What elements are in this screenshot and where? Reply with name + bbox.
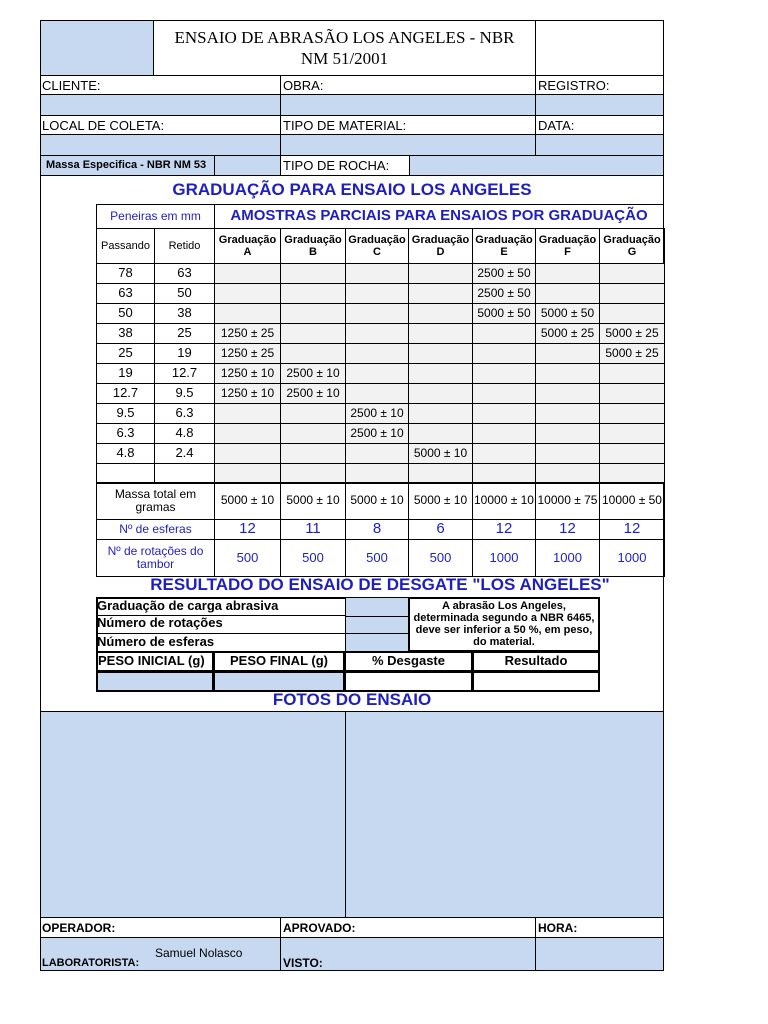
- grad-cell[interactable]: [535, 403, 600, 424]
- grad-cell[interactable]: [280, 263, 346, 284]
- rotacoes-field[interactable]: [345, 616, 409, 634]
- tipo-rocha-field[interactable]: [409, 155, 664, 176]
- grad-cell[interactable]: [280, 403, 346, 424]
- grad-cell[interactable]: [280, 463, 346, 484]
- data-field[interactable]: [535, 134, 664, 156]
- grad-cell[interactable]: [408, 323, 473, 344]
- grad-cell[interactable]: [345, 283, 409, 304]
- grad-cell[interactable]: [345, 323, 409, 344]
- esferas-field[interactable]: [345, 633, 409, 652]
- cliente-label: CLIENTE:: [42, 78, 101, 93]
- grad-cell[interactable]: [214, 403, 281, 424]
- grad-cell[interactable]: [599, 303, 665, 324]
- grad-cell[interactable]: [472, 463, 536, 484]
- massa-total-value: 10000 ± 75: [535, 482, 600, 520]
- graduacao-col-header: Graduação B: [280, 228, 346, 264]
- grad-cell[interactable]: 2500 ± 10: [345, 423, 409, 444]
- desgaste-field[interactable]: [344, 671, 473, 692]
- retido-header: Retido: [154, 228, 215, 264]
- logo-area: [40, 20, 154, 76]
- grad-cell[interactable]: 5000 ± 50: [472, 303, 536, 324]
- massa-total-value: 5000 ± 10: [408, 482, 473, 520]
- grad-cell[interactable]: [408, 303, 473, 324]
- sieve-passando: 25: [96, 343, 155, 364]
- grad-cell[interactable]: 2500 ± 50: [472, 283, 536, 304]
- sieve-retido: 12.7: [154, 363, 215, 384]
- sieve-retido: 63: [154, 263, 215, 284]
- rotacoes-row-label: Nº de rotações do tambor: [96, 539, 215, 577]
- grad-cell[interactable]: [599, 363, 665, 384]
- grad-cell[interactable]: 1250 ± 25: [214, 343, 281, 364]
- sieve-retido: 9.5: [154, 383, 215, 404]
- grad-cell[interactable]: [472, 423, 536, 444]
- peneiras-header: Peneiras em mm: [96, 204, 215, 229]
- sieve-passando: 4.8: [96, 443, 155, 464]
- grad-cell[interactable]: [280, 343, 346, 364]
- esferas-value: 12: [214, 519, 281, 540]
- hora-label: HORA:: [538, 921, 578, 935]
- grad-cell[interactable]: [345, 363, 409, 384]
- massa-total-value: 5000 ± 10: [345, 482, 409, 520]
- graduacao-col-header: Graduação G: [599, 228, 665, 264]
- rotacoes-value: 1000: [535, 539, 600, 577]
- sieve-retido: 6.3: [154, 403, 215, 424]
- sieve-retido: [154, 463, 215, 484]
- sieve-retido: 2.4: [154, 443, 215, 464]
- grad-cell[interactable]: [535, 343, 600, 364]
- grad-cell[interactable]: [408, 403, 473, 424]
- fotos-title: FOTOS DO ENSAIO: [272, 690, 432, 709]
- massa-total-value: 10000 ± 50: [599, 482, 665, 520]
- hora-field[interactable]: [535, 937, 664, 971]
- visto-label: VISTO:: [283, 956, 323, 970]
- cliente-field[interactable]: [40, 94, 281, 116]
- rotacoes-value: 500: [345, 539, 409, 577]
- grad-cell[interactable]: [280, 323, 346, 344]
- grad-cell[interactable]: [280, 283, 346, 304]
- desgaste-header: % Desgaste: [344, 651, 473, 672]
- grad-cell[interactable]: 2500 ± 10: [345, 403, 409, 424]
- sieve-retido: 25: [154, 323, 215, 344]
- sieve-retido: 19: [154, 343, 215, 364]
- sieve-passando: 9.5: [96, 403, 155, 424]
- sieve-passando: 19: [96, 363, 155, 384]
- esferas-value: 6: [408, 519, 473, 540]
- obra-label: OBRA:: [283, 78, 324, 93]
- grad-cell[interactable]: [280, 423, 346, 444]
- grad-cell[interactable]: [214, 283, 281, 304]
- graduacao-title: GRADUAÇÃO PARA ENSAIO LOS ANGELES: [172, 180, 532, 199]
- row-line: [96, 633, 346, 634]
- grad-cell[interactable]: [535, 383, 600, 404]
- graduacao-col-header: Graduação F: [535, 228, 600, 264]
- sieve-passando: 78: [96, 263, 155, 284]
- grad-cell[interactable]: [214, 423, 281, 444]
- rotacoes-value: 500: [280, 539, 346, 577]
- grad-cell[interactable]: [472, 363, 536, 384]
- grad-cell[interactable]: [599, 263, 665, 284]
- grad-cell[interactable]: [535, 423, 600, 444]
- graduacao-col-header: Graduação D: [408, 228, 473, 264]
- peso-final-field[interactable]: [213, 671, 345, 692]
- grad-cell[interactable]: 5000 ± 25: [599, 323, 665, 344]
- carga-label: Graduação de carga abrasiva: [97, 598, 279, 613]
- grad-cell[interactable]: [214, 303, 281, 324]
- sieve-retido: 4.8: [154, 423, 215, 444]
- grad-cell[interactable]: [345, 303, 409, 324]
- sieve-passando: 12.7: [96, 383, 155, 404]
- grad-cell[interactable]: 1250 ± 10: [214, 363, 281, 384]
- grad-cell[interactable]: [280, 443, 346, 464]
- header-right: [535, 20, 664, 76]
- esferas-value: 12: [599, 519, 665, 540]
- grad-cell[interactable]: [472, 383, 536, 404]
- grad-cell[interactable]: [408, 363, 473, 384]
- grad-cell[interactable]: [345, 443, 409, 464]
- operador-label: OPERADOR:: [42, 921, 116, 935]
- grad-cell[interactable]: [599, 443, 665, 464]
- page-title: ENSAIO DE ABRASÃO LOS ANGELES - NBR NM 51/2001: [153, 20, 536, 76]
- grad-cell[interactable]: 2500 ± 10: [280, 383, 346, 404]
- grad-cell[interactable]: [345, 343, 409, 364]
- esferas-value: 8: [345, 519, 409, 540]
- grad-cell[interactable]: [408, 383, 473, 404]
- grad-cell[interactable]: 1250 ± 10: [214, 383, 281, 404]
- passando-header: Passando: [96, 228, 155, 264]
- massa-total-label: Massa total em gramas: [96, 482, 215, 520]
- tipo-material-label: TIPO DE MATERIAL:: [283, 118, 407, 133]
- grad-cell[interactable]: [214, 443, 281, 464]
- peso-inicial-field[interactable]: [96, 671, 214, 692]
- grad-cell[interactable]: 5000 ± 25: [535, 323, 600, 344]
- photo-area-left[interactable]: [40, 711, 346, 918]
- row-line: [96, 615, 346, 616]
- grad-cell[interactable]: [408, 463, 473, 484]
- grad-cell[interactable]: [535, 283, 600, 304]
- massa-total-value: 10000 ± 10: [472, 482, 536, 520]
- carga-field[interactable]: [345, 597, 409, 617]
- aprovado-label: APROVADO:: [283, 921, 356, 935]
- grad-cell[interactable]: [599, 463, 665, 484]
- data-label: DATA:: [538, 118, 575, 133]
- esferas-value: 12: [472, 519, 536, 540]
- grad-cell[interactable]: [408, 283, 473, 304]
- grad-cell[interactable]: [472, 443, 536, 464]
- grad-cell[interactable]: [599, 383, 665, 404]
- rotacoes-value: 500: [408, 539, 473, 577]
- massa-field[interactable]: [214, 155, 281, 176]
- tipo-material-field[interactable]: [280, 134, 536, 156]
- grad-cell[interactable]: [535, 263, 600, 284]
- grad-cell[interactable]: [345, 463, 409, 484]
- grad-cell[interactable]: 1250 ± 25: [214, 323, 281, 344]
- grad-cell[interactable]: [599, 423, 665, 444]
- grad-cell[interactable]: 5000 ± 25: [599, 343, 665, 364]
- local-field[interactable]: [40, 134, 281, 156]
- esferas-value: 11: [280, 519, 346, 540]
- resultado-title: RESULTADO DO ENSAIO DE DESGATE "LOS ANGELES": [150, 575, 610, 594]
- grad-cell[interactable]: 2500 ± 50: [472, 263, 536, 284]
- sieve-passando: 6.3: [96, 423, 155, 444]
- grad-cell[interactable]: 2500 ± 10: [280, 363, 346, 384]
- grad-cell[interactable]: [472, 403, 536, 424]
- grad-cell[interactable]: [535, 443, 600, 464]
- grad-cell[interactable]: [408, 423, 473, 444]
- resultado-field[interactable]: [472, 671, 600, 692]
- grad-cell[interactable]: [472, 323, 536, 344]
- graduacao-col-header: Graduação E: [472, 228, 536, 264]
- rotacoes-value: 500: [214, 539, 281, 577]
- grad-cell[interactable]: [408, 263, 473, 284]
- laboratorista-label: LABORATORISTA:: [42, 957, 140, 969]
- amostras-header: AMOSTRAS PARCIAIS PARA ENSAIOS POR GRADUAÇÃO: [214, 204, 664, 229]
- resultado-header: Resultado: [472, 651, 600, 672]
- grad-cell[interactable]: [535, 363, 600, 384]
- photo-area-right[interactable]: [345, 711, 664, 918]
- grad-cell[interactable]: [214, 263, 281, 284]
- rotacoes-label: Número de rotações: [97, 615, 223, 630]
- sieve-passando: [96, 463, 155, 484]
- grad-cell[interactable]: [599, 283, 665, 304]
- rotacoes-value: 1000: [599, 539, 665, 577]
- grad-cell[interactable]: [599, 403, 665, 424]
- esferas-value: 12: [535, 519, 600, 540]
- grad-cell[interactable]: [345, 383, 409, 404]
- grad-cell[interactable]: 5000 ± 50: [535, 303, 600, 324]
- massa-total-value: 5000 ± 10: [280, 482, 346, 520]
- grad-cell[interactable]: [280, 303, 346, 324]
- sieve-retido: 50: [154, 283, 215, 304]
- sieve-passando: 63: [96, 283, 155, 304]
- tipo-rocha-label: TIPO DE ROCHA:: [283, 158, 390, 173]
- note-text: A abrasão Los Angeles, determinada segundo a NBR 6465, deve ser inferior a 50 %, em peso, do material.: [413, 600, 595, 648]
- sieve-retido: 38: [154, 303, 215, 324]
- obra-field[interactable]: [280, 94, 536, 116]
- graduacao-col-header: Graduação A: [214, 228, 281, 264]
- grad-cell[interactable]: [535, 463, 600, 484]
- grad-cell[interactable]: [345, 263, 409, 284]
- registro-label: REGISTRO:: [538, 78, 610, 93]
- massa-total-value: 5000 ± 10: [214, 482, 281, 520]
- esferas-label: Número de esferas: [97, 634, 215, 649]
- graduacao-col-header: Graduação C: [345, 228, 409, 264]
- sieve-passando: 50: [96, 303, 155, 324]
- local-label: LOCAL DE COLETA:: [42, 118, 165, 133]
- laboratorista-name: Samuel Nolasco: [155, 946, 243, 960]
- massa-label: Massa Especifica - NBR NM 53: [46, 159, 207, 171]
- grad-cell[interactable]: [472, 343, 536, 364]
- grad-cell[interactable]: 5000 ± 10: [408, 443, 473, 464]
- rotacoes-value: 1000: [472, 539, 536, 577]
- grad-cell[interactable]: [214, 463, 281, 484]
- esferas-row-label: Nº de esferas: [96, 519, 215, 540]
- peso-inicial-header: PESO INICIAL (g): [96, 651, 214, 672]
- grad-cell[interactable]: [408, 343, 473, 364]
- registro-field[interactable]: [535, 94, 664, 116]
- peso-final-header: PESO FINAL (g): [213, 651, 345, 672]
- sieve-passando: 38: [96, 323, 155, 344]
